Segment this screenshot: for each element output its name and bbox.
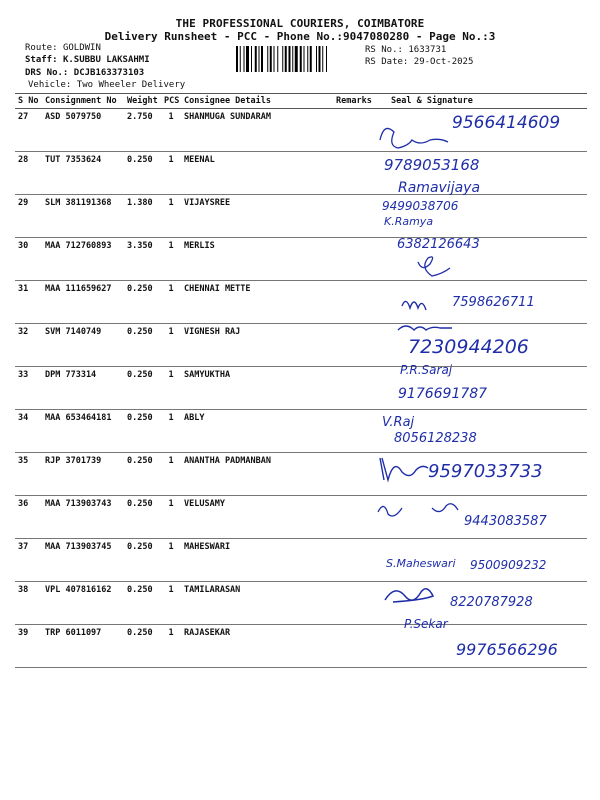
barcode-bar xyxy=(244,46,245,72)
cell-pcs: 1 xyxy=(161,582,181,625)
cell-consignee: MERLIS xyxy=(181,238,333,281)
table-row xyxy=(15,238,587,281)
route-label: Route: xyxy=(25,43,58,53)
handwritten-phone: 7598626711 xyxy=(452,295,535,310)
drs-label: DRS No.: xyxy=(25,68,69,78)
rs-date-value: 29-Oct-2025 xyxy=(413,57,474,67)
cell-weight: 0.250 xyxy=(124,453,161,496)
table-row xyxy=(15,367,587,410)
cell-weight: 0.250 xyxy=(124,367,161,410)
cell-sno: 31 xyxy=(15,281,42,324)
cell-consignee: CHENNAI METTE xyxy=(181,281,333,324)
cell-weight: 0.250 xyxy=(124,152,161,195)
barcode xyxy=(236,46,362,72)
cell-consignee: VELUSAMY xyxy=(181,496,333,539)
vehicle-label: Vehicle: xyxy=(28,80,72,90)
cell-consignee: VIJAYSREE xyxy=(181,195,333,238)
cell-remarks xyxy=(333,152,363,195)
cell-consignment: MAA 713903745 xyxy=(42,539,124,582)
handwritten-phone: 9443083587 xyxy=(464,514,547,529)
cell-pcs: 1 xyxy=(161,195,181,238)
cell-sno: 29 xyxy=(15,195,42,238)
cell-sno: 33 xyxy=(15,367,42,410)
barcode-bar xyxy=(316,46,317,72)
table-row xyxy=(15,410,587,453)
handwritten-phone: 9976566296 xyxy=(456,640,558,659)
barcode-bar xyxy=(295,46,298,72)
cell-signature xyxy=(363,152,587,195)
barcode-bar xyxy=(304,46,305,72)
cell-remarks xyxy=(333,453,363,496)
cell-signature xyxy=(363,582,587,625)
cell-consignee: RAJASEKAR xyxy=(181,625,333,668)
staff-label: Staff: xyxy=(25,55,58,65)
cell-consignee: MAHESWARI xyxy=(181,539,333,582)
cell-consignment: MAA 653464181 xyxy=(42,410,124,453)
route-value: GOLDWIN xyxy=(62,43,101,53)
cell-remarks xyxy=(333,195,363,238)
cell-remarks xyxy=(333,410,363,453)
handwritten-name: S.Maheswari xyxy=(386,557,456,570)
runsheet-table xyxy=(15,93,587,668)
barcode-bar xyxy=(282,46,283,72)
cell-pcs: 1 xyxy=(161,109,181,152)
cell-consignee: MEENAL xyxy=(181,152,333,195)
col-signature: Seal & Signature xyxy=(363,94,587,109)
col-remarks: Remarks xyxy=(333,94,363,109)
cell-consignee: VIGNESH RAJ xyxy=(181,324,333,367)
handwritten-name: P.R.Saraj xyxy=(400,363,453,377)
col-weight: Weight xyxy=(124,94,161,109)
barcode-bar xyxy=(267,46,268,72)
cell-signature xyxy=(363,496,587,539)
barcode-bar xyxy=(251,46,252,72)
cell-signature xyxy=(363,410,587,453)
cell-sno: 30 xyxy=(15,238,42,281)
handwritten-name: Ramavijaya xyxy=(398,180,481,196)
barcode-bar xyxy=(285,46,287,72)
cell-remarks xyxy=(333,539,363,582)
table-row xyxy=(15,539,587,582)
rs-no-label: RS No.: xyxy=(365,45,403,55)
cell-consignment: TRP 6011097 xyxy=(42,625,124,668)
table-row xyxy=(15,453,587,496)
barcode-bar xyxy=(319,46,321,72)
cell-pcs: 1 xyxy=(161,324,181,367)
cell-sno: 34 xyxy=(15,410,42,453)
cell-weight: 1.380 xyxy=(124,195,161,238)
rs-date-label: RS Date: xyxy=(365,57,409,67)
rs-no-line xyxy=(365,45,446,55)
cell-weight: 0.250 xyxy=(124,539,161,582)
cell-consignee: TAMILARASAN xyxy=(181,582,333,625)
cell-remarks xyxy=(333,109,363,152)
cell-pcs: 1 xyxy=(161,496,181,539)
cell-sno: 38 xyxy=(15,582,42,625)
barcode-bar xyxy=(300,46,302,72)
cell-signature xyxy=(363,281,587,324)
cell-weight: 0.250 xyxy=(124,625,161,668)
barcode-bar xyxy=(322,46,323,72)
handwritten-phone: 8056128238 xyxy=(394,431,477,446)
cell-pcs: 1 xyxy=(161,410,181,453)
col-consignment: Consignment No xyxy=(42,94,124,109)
barcode-bar xyxy=(270,46,272,72)
drs-value: DCJB163373103 xyxy=(73,68,145,78)
cell-consignment: MAA 713903743 xyxy=(42,496,124,539)
cell-sno: 28 xyxy=(15,152,42,195)
handwritten-phone: 6382126643 xyxy=(397,237,480,252)
cell-signature xyxy=(363,238,587,281)
barcode-bar xyxy=(261,46,263,72)
barcode-bar xyxy=(310,46,312,72)
handwritten-phone: 9499038706 xyxy=(382,199,459,213)
table-header-row xyxy=(15,94,587,109)
cell-signature xyxy=(363,109,587,152)
table-row xyxy=(15,281,587,324)
barcode-bar xyxy=(292,46,293,72)
vehicle-line xyxy=(28,80,185,90)
staff-value: K.SUBBU LAKSAHMI xyxy=(62,55,150,65)
cell-sno: 32 xyxy=(15,324,42,367)
handwritten-phone: 8220787928 xyxy=(450,595,533,610)
cell-signature xyxy=(363,195,587,238)
col-pcs: PCS xyxy=(161,94,181,109)
table-row xyxy=(15,582,587,625)
barcode-bar xyxy=(326,46,327,72)
barcode-bar xyxy=(240,46,241,72)
cell-consignment: ASD 5079750 xyxy=(42,109,124,152)
cell-signature xyxy=(363,367,587,410)
cell-weight: 0.250 xyxy=(124,582,161,625)
barcode-bar xyxy=(277,46,278,72)
cell-remarks xyxy=(333,281,363,324)
handwritten-phone: 9566414609 xyxy=(452,113,561,133)
cell-signature xyxy=(363,324,587,367)
handwritten-phone: 9789053168 xyxy=(384,156,480,174)
cell-signature xyxy=(363,539,587,582)
table-row xyxy=(15,324,587,367)
handwritten-phone: 9176691787 xyxy=(398,386,488,402)
handwritten-name: P.Sekar xyxy=(404,617,448,631)
barcode-bar xyxy=(307,46,308,72)
company-title: THE PROFESSIONAL COURIERS, COIMBATORE xyxy=(175,17,425,30)
table-row xyxy=(15,109,587,152)
cell-pcs: 1 xyxy=(161,625,181,668)
barcode-bar xyxy=(259,46,260,72)
table-row xyxy=(15,195,587,238)
cell-consignee: ABLY xyxy=(181,410,333,453)
cell-weight: 3.350 xyxy=(124,238,161,281)
cell-pcs: 1 xyxy=(161,152,181,195)
cell-signature xyxy=(363,625,587,668)
cell-sno: 35 xyxy=(15,453,42,496)
cell-pcs: 1 xyxy=(161,367,181,410)
vehicle-value: Two Wheeler Delivery xyxy=(76,80,186,90)
cell-consignment: VPL 407816162 xyxy=(42,582,124,625)
cell-consignment: RJP 3701739 xyxy=(42,453,124,496)
cell-sno: 37 xyxy=(15,539,42,582)
cell-consignment: SLM 381191368 xyxy=(42,195,124,238)
barcode-bar xyxy=(289,46,291,72)
cell-weight: 0.250 xyxy=(124,281,161,324)
cell-signature xyxy=(363,453,587,496)
cell-sno: 39 xyxy=(15,625,42,668)
cell-consignee: SAMYUKTHA xyxy=(181,367,333,410)
cell-consignment: MAA 712760893 xyxy=(42,238,124,281)
staff-line xyxy=(25,55,150,65)
cell-consignee: SHANMUGA SUNDARAM xyxy=(181,109,333,152)
table-row xyxy=(15,625,587,668)
cell-weight: 0.250 xyxy=(124,496,161,539)
cell-remarks xyxy=(333,582,363,625)
cell-pcs: 1 xyxy=(161,281,181,324)
cell-consignment: DPM 773314 xyxy=(42,367,124,410)
route-line xyxy=(25,43,101,53)
cell-weight: 0.250 xyxy=(124,324,161,367)
table-row xyxy=(15,496,587,539)
rs-date-line xyxy=(365,57,473,67)
cell-sno: 27 xyxy=(15,109,42,152)
cell-sno: 36 xyxy=(15,496,42,539)
cell-remarks xyxy=(333,496,363,539)
cell-pcs: 1 xyxy=(161,453,181,496)
handwritten-phone: 9500909232 xyxy=(470,558,547,572)
table-row xyxy=(15,152,587,195)
cell-remarks xyxy=(333,238,363,281)
cell-consignee: ANANTHA PADMANBAN xyxy=(181,453,333,496)
cell-weight: 0.250 xyxy=(124,410,161,453)
barcode-bar xyxy=(246,46,249,72)
cell-remarks xyxy=(333,367,363,410)
cell-consignment: SVM 7140749 xyxy=(42,324,124,367)
handwritten-phone: 7230944206 xyxy=(408,336,529,358)
barcode-bar xyxy=(236,46,238,72)
drs-line xyxy=(25,68,144,78)
rs-no-value: 1633731 xyxy=(408,45,447,55)
cell-consignment: TUT 7353624 xyxy=(42,152,124,195)
runsheet-title: Delivery Runsheet - PCC - Phone No.:9047080280 - Page No.:3 xyxy=(104,30,496,43)
barcode-bar xyxy=(255,46,257,72)
cell-pcs: 1 xyxy=(161,238,181,281)
handwritten-name: V.Raj xyxy=(382,415,415,430)
cell-consignment: MAA 111659627 xyxy=(42,281,124,324)
handwritten-phone: 9597033733 xyxy=(428,461,543,482)
col-consignee: Consignee Details xyxy=(181,94,333,109)
cell-pcs: 1 xyxy=(161,539,181,582)
cell-remarks xyxy=(333,625,363,668)
col-sno: S No xyxy=(15,94,42,109)
handwritten-name: K.Ramya xyxy=(384,215,434,228)
cell-weight: 2.750 xyxy=(124,109,161,152)
cell-remarks xyxy=(333,324,363,367)
barcode-bar xyxy=(274,46,275,72)
